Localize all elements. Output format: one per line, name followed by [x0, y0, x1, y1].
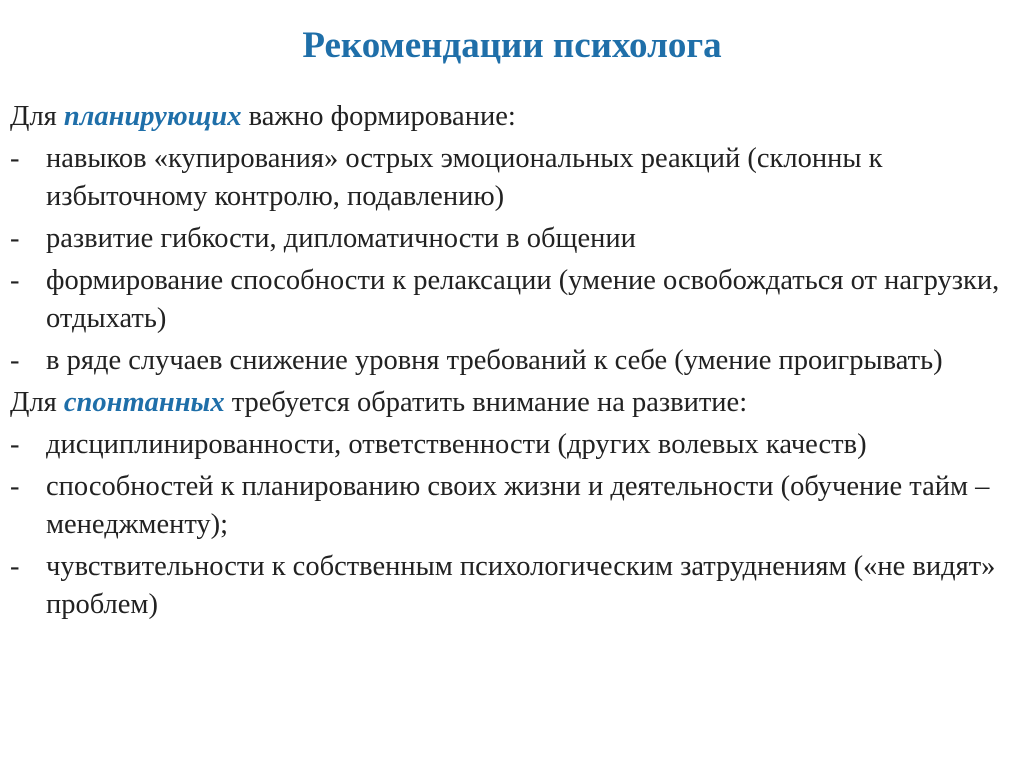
list-item-text: дисциплинированности, ответственности (других волевых качеств): [46, 429, 867, 460]
list-item-text: формирование способности к релаксации (умение освобождаться от нагрузки, отдыхать): [46, 265, 1000, 334]
dash-marker: -: [10, 223, 20, 254]
list-item: [10, 426, 1015, 464]
dash-marker: -: [10, 429, 20, 460]
list-item: [10, 220, 1015, 258]
intro-prefix: Для: [10, 101, 64, 132]
dash-marker: -: [10, 143, 20, 174]
intro-emphasis: планирующих: [63, 101, 242, 132]
slide-title: Рекомендации психолога: [302, 25, 722, 66]
section-intro-planning: [10, 98, 1015, 136]
list-planning: [10, 140, 1015, 380]
list-item: [10, 468, 1015, 544]
list-spontaneous: [10, 426, 1015, 624]
dash-marker: -: [10, 551, 20, 582]
list-item: [10, 548, 1015, 624]
list-item-text: развитие гибкости, дипломатичности в общении: [46, 223, 636, 254]
slide-content: [10, 98, 1015, 628]
section-intro-spontaneous: [10, 384, 1015, 422]
intro-suffix: требуется обратить внимание на развитие:: [224, 387, 748, 418]
list-item: [10, 140, 1015, 216]
list-item-text: чувствительности к собственным психологическим затруднениям («не видят» проблем): [46, 551, 996, 620]
dash-marker: -: [10, 345, 20, 376]
intro-suffix: важно формирование:: [241, 101, 516, 132]
list-item-text: в ряде случаев снижение уровня требований к себе (умение проигрывать): [46, 345, 943, 376]
intro-prefix: Для: [10, 387, 64, 418]
list-item-text: навыков «купирования» острых эмоциональных реакций (склонны к избыточному контролю, подавлению): [46, 143, 883, 212]
list-item: [10, 262, 1015, 338]
intro-emphasis: спонтанных: [63, 387, 225, 418]
dash-marker: -: [10, 265, 20, 296]
dash-marker: -: [10, 471, 20, 502]
list-item: [10, 342, 1015, 380]
list-item-text: способностей к планированию своих жизни и деятельности (обучение тайм – менеджменту);: [46, 471, 990, 540]
